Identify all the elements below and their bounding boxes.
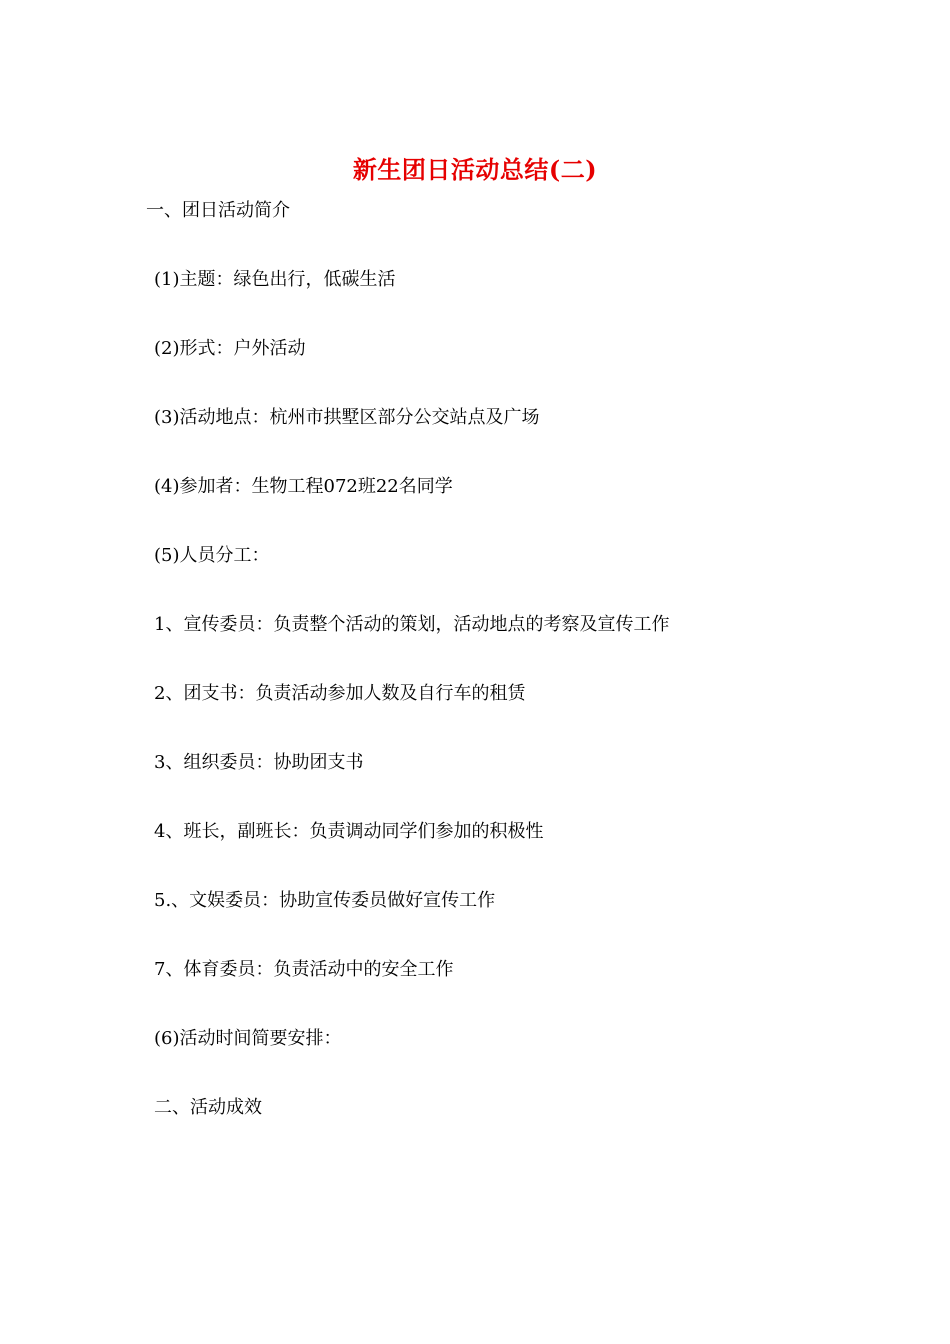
paragraph-role-publicity: 1、宣传委员：负责整个活动的策划，活动地点的考察及宣传工作 (154, 614, 670, 635)
paragraph-participants: (4)参加者：生物工程072班22名同学 (154, 476, 453, 497)
paragraph-schedule: (6)活动时间简要安排： (154, 1028, 342, 1049)
paragraph-theme: (1)主题：绿色出行，低碳生活 (154, 269, 396, 290)
paragraph-role-secretary: 2、团支书：负责活动参加人数及自行车的租赁 (154, 683, 526, 704)
paragraph-location: (3)活动地点：杭州市拱墅区部分公交站点及广场 (154, 407, 540, 428)
paragraph-role-organizer: 3、组织委员：协助团支书 (154, 752, 364, 773)
paragraph-division: (5)人员分工： (154, 545, 270, 566)
paragraph-role-entertainment: 5.、文娱委员：协助宣传委员做好宣传工作 (154, 890, 496, 911)
document-title: 新生团日活动总结(二) (352, 155, 598, 184)
section-heading-results: 二、活动成效 (154, 1097, 262, 1118)
paragraph-role-monitor: 4、班长，副班长：负责调动同学们参加的积极性 (154, 821, 544, 842)
paragraph-role-sports: 7、体育委员：负责活动中的安全工作 (154, 959, 454, 980)
paragraph-form: (2)形式：户外活动 (154, 338, 306, 359)
section-heading-intro: 一、团日活动简介 (146, 200, 290, 221)
